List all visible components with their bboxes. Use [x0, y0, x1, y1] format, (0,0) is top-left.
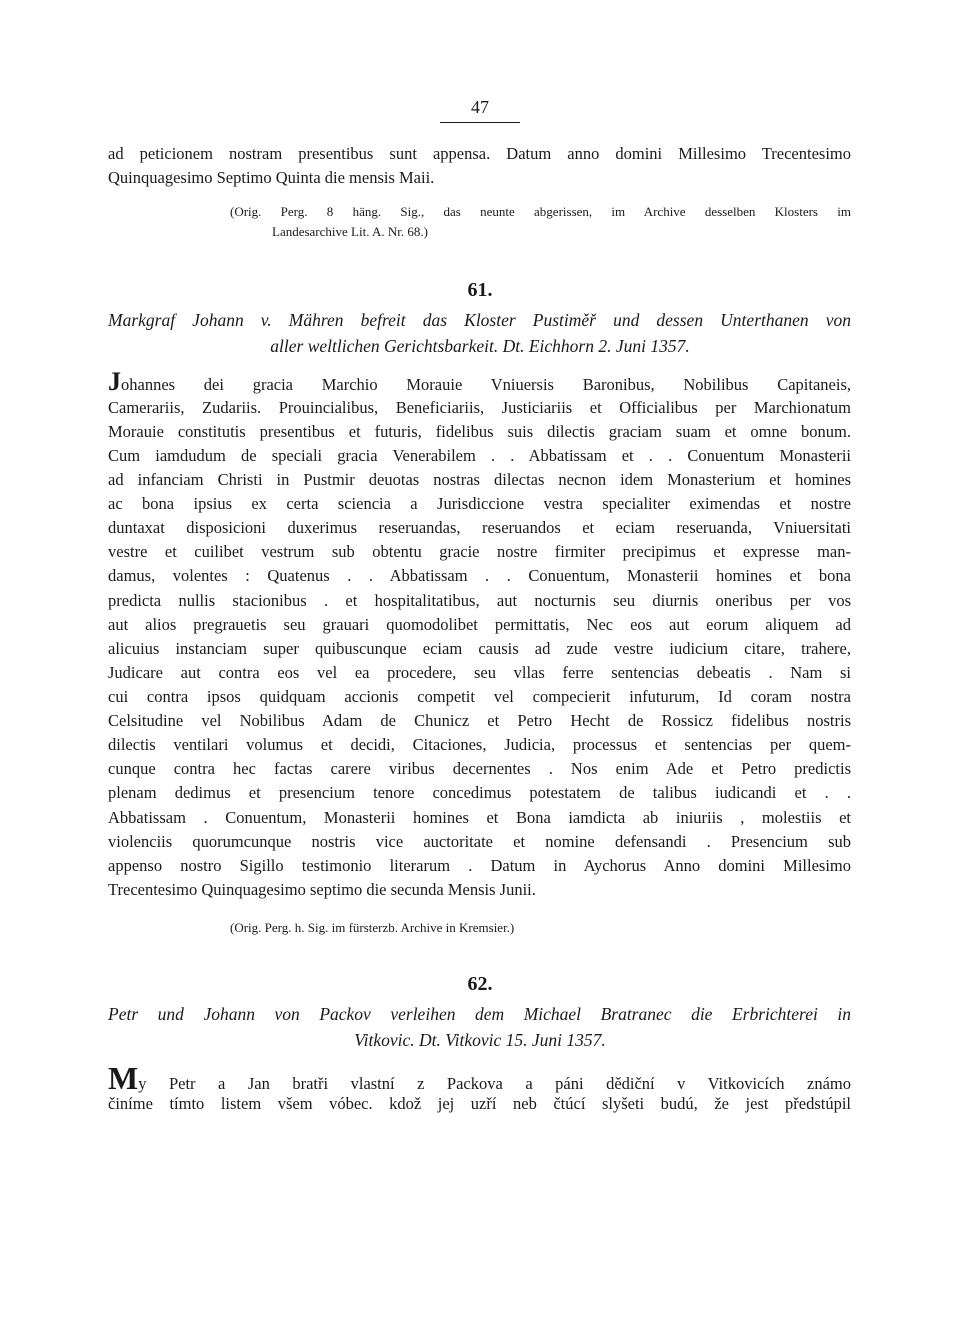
source-note-line: (Orig. Perg. 8 häng. Sig., das neunte abgerissen, im Archive desselben Klosters im [230, 204, 851, 219]
page-number-rule [440, 122, 520, 123]
document-heading-line: Markgraf Johann v. Mähren befreit das Kloster Pustiměř und dessen Unterthanen von [108, 310, 851, 330]
body-line: vestre et cuilibet vestrum sub obtentu gracie nostre firmiter precipimus et expresse man- [108, 542, 851, 561]
body-line: aut alios pregrauetis seu grauari quomodolibet permittatis, Nec eos aut eorum aliquem ad [108, 615, 851, 634]
body-line: violenciis quorumcunque nostris vice auctoritate et nomine defensandi . Presencium sub [108, 832, 851, 851]
body-line-first [108, 367, 851, 397]
body-line: ac bona ipsius ex certa sciencia a Jurisdiccione vestra specialiter eximendas et nostre [108, 494, 851, 513]
body-line: Camerariis, Zudariis. Prouincialibus, Beneficiariis, Justiciariis et Officialibus per Marchionatum [108, 398, 851, 417]
body-line: ad infanciam Christi in Pustmir deuotas nostras dilectas necnon idem Monasterium et homines [108, 470, 851, 489]
first-line-text: y Petr a Jan bratři vlastní z Packova a páni dědiční v Vitkovicích známo [138, 1074, 851, 1093]
body-line: činíme tímto listem všem vóbec. kdož jej uzří neb čtúcí slyšeti budú, že jest předstúpil [108, 1094, 851, 1113]
body-line: predicta nullis stacionibus . et hospitalitatibus, aut nocturnis seu diurnis oneribus per vos [108, 591, 851, 610]
body-line: appenso nostro Sigillo testimonio literarum . Datum in Aychorus Anno domini Millesimo [108, 856, 851, 875]
document-number: 62. [467, 973, 493, 995]
intro-line: ad peticionem nostram presentibus sunt appensa. Datum anno domini Millesimo Trecentesimo [108, 144, 851, 163]
first-line-text: ohannes dei gracia Marchio Morauie Vniuersis Baronibus, Nobilibus Capitaneis, [121, 375, 851, 394]
body-line: Judicare aut contra eos vel ea procedere, seu vllas ferre sentencias debeatis . Nam si [108, 663, 851, 682]
initial-letter: J [108, 367, 121, 396]
body-line: plenam dedimus et presencium tenore concedimus potestatem de talibus iudicandi et . . [108, 783, 851, 802]
body-line: dilectis ventilari volumus et decidi, Citaciones, Judicia, processus et sentencias per quem- [108, 735, 851, 754]
source-note: (Orig. Perg. h. Sig. im fürsterzb. Archive in Kremsier.) [230, 920, 515, 935]
body-line: cunque contra hec factas carere viribus decernentes . Nos enim Ade et Petro predictis [108, 759, 851, 778]
body-line: Celsitudine vel Nobilibus Adam de Chunicz et Petro Hecht de Rossicz fidelibus nostris [108, 711, 851, 730]
body-line: Morauie constitutis presentibus et futuris, fidelibus suis dilectis graciam suam et omne bonum. [108, 422, 851, 441]
body-line: duntaxat disposicioni duxerimus reseruandas, reseruandos et eciam reseruanda, Vniuersitati [108, 518, 851, 537]
body-line: Abbatissam . Conuentum, Monasterii homines et Bona iamdicta ab iniuriis , molestiis et [108, 808, 851, 827]
initial-letter: M [108, 1060, 139, 1096]
document-heading-line: aller weltlichen Gerichtsbarkeit. Dt. Eichhorn 2. Juni 1357. [270, 336, 690, 356]
body-line: alicuius instanciam super quibuscunque eciam causis ad zude vestre iudicium citare, trahere, [108, 639, 851, 658]
body-line: Cum iamdudum de speciali gracia Venerabilem . . Abbatissam et . . Conuentum Monasterii [108, 446, 851, 465]
body-line: damus, volentes : Quatenus . . Abbatissam . . Conuentum, Monasterii homines et bona [108, 566, 851, 585]
document-heading-line: Petr und Johann von Packov verleihen dem Michael Bratranec die Erbrichterei in [108, 1004, 851, 1024]
page-number: 47 [471, 97, 489, 117]
document-number: 61. [467, 279, 493, 301]
body-line: Trecentesimo Quinquagesimo septimo die secunda Mensis Junii. [108, 880, 536, 899]
body-line: cui contra ipsos quidquam accionis competit vel compecierit infuturum, Id coram nostra [108, 687, 851, 706]
document-heading-line: Vitkovic. Dt. Vitkovic 15. Juni 1357. [354, 1030, 606, 1050]
intro-line: Quinquagesimo Septimo Quinta die mensis Maii. [108, 168, 435, 187]
source-note-line: Landesarchive Lit. A. Nr. 68.) [272, 224, 428, 239]
